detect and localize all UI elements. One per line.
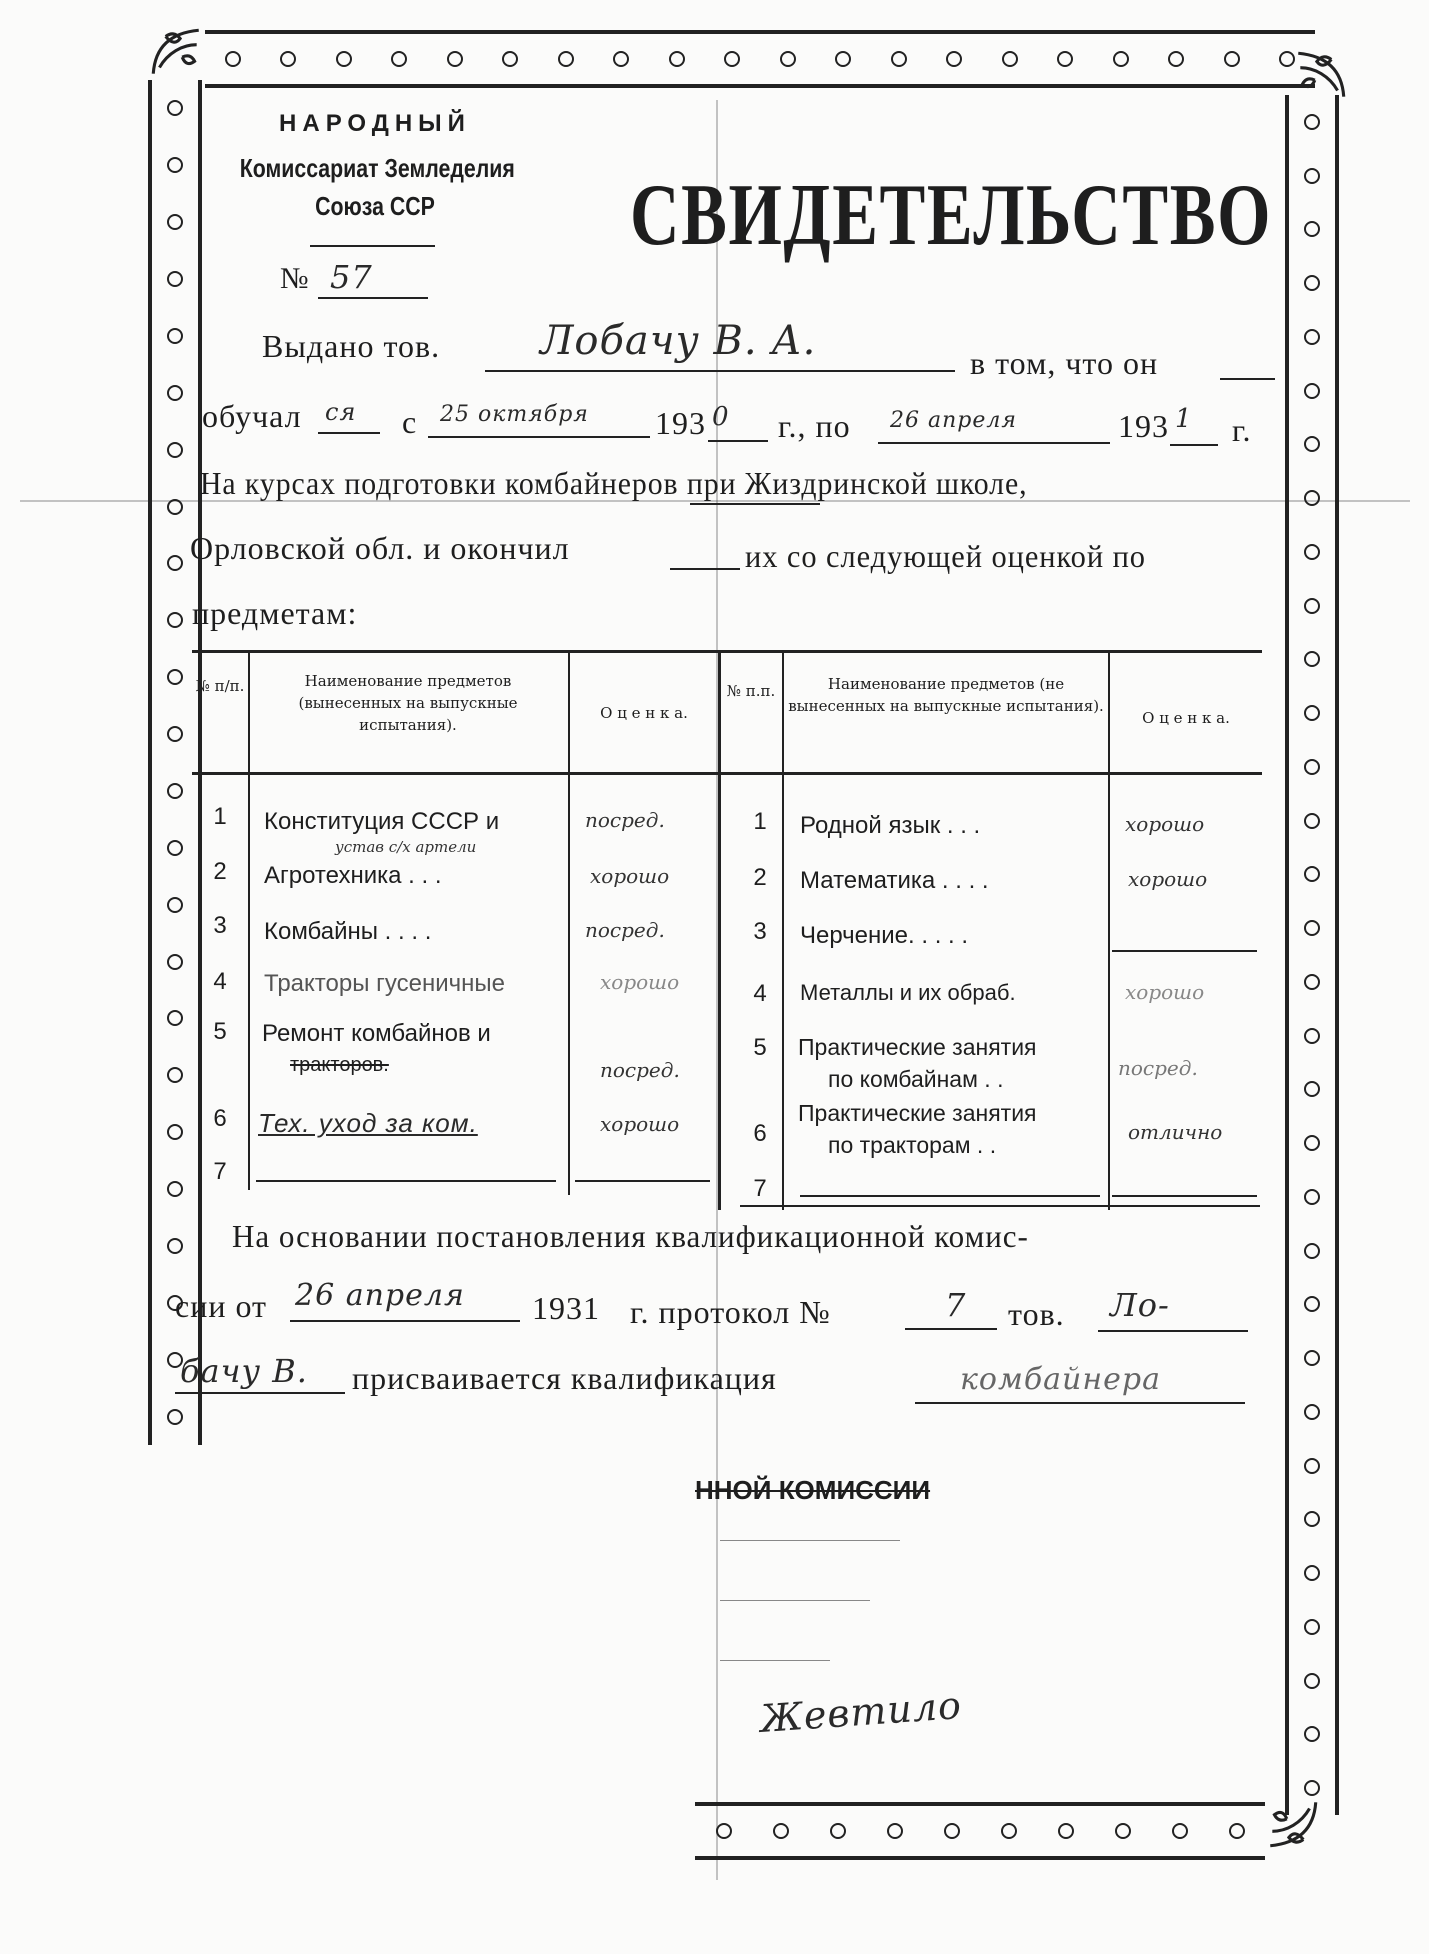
col-divider-5 (1108, 650, 1110, 1210)
table-row-grade: посред. (1118, 1056, 1198, 1080)
from-date-underline (428, 436, 650, 438)
table-row-num: 5 (753, 1034, 767, 1061)
table-row-subject: Агротехника . . . (264, 862, 442, 889)
table-row-num: 4 (213, 968, 227, 995)
table-row-num: 3 (213, 912, 227, 939)
protocol-number: 7 (945, 1286, 967, 1324)
name-part1: Ло- (1110, 1286, 1170, 1324)
table-row-num: 1 (213, 803, 227, 830)
top-border-dots (205, 34, 1315, 84)
right-header-grade: О ц е н к а. (1142, 709, 1230, 727)
table-row-subject: Практические занятия (798, 1100, 1037, 1126)
table-row-grade: хорошо (600, 1112, 680, 1136)
table-row-subject: Практические занятия (798, 1034, 1037, 1060)
table-row-num: 7 (753, 1175, 767, 1202)
corner-ornament-top-left-icon (145, 22, 207, 84)
from-date: 25 октября (440, 402, 589, 427)
table-row-num: 4 (753, 980, 767, 1007)
year-end: г. (1232, 412, 1252, 448)
issued-label: Выдано тов. (262, 328, 441, 364)
studied-label: обучал (202, 398, 302, 434)
table-row-note: устав с/х артели (335, 838, 477, 856)
year1-underline (708, 440, 768, 442)
right-header-name: Наименование предметов (не вынесенных на выпускные испытания). (788, 675, 1104, 715)
table-row-grade: отлично (1128, 1120, 1223, 1144)
table-row-grade: хорошо (600, 970, 680, 994)
year1-suffix: 0 (712, 402, 730, 432)
page-title: СВИДЕТЕЛЬСТВО (630, 167, 1273, 264)
name-part2: бачу В. (180, 1352, 308, 1390)
table-row-subject: Математика . . . . (800, 867, 989, 894)
year2-prefix: 193 (1118, 408, 1169, 444)
bottom-ornamental-border (695, 1802, 1265, 1860)
table-row-subject: Черчение. . . . . (800, 922, 969, 949)
sion-date: 26 апреля (295, 1278, 465, 1313)
studied-suffix-underline (318, 432, 380, 434)
that-he-underline (1220, 378, 1275, 380)
courses-underline (690, 503, 820, 505)
org-divider (310, 245, 435, 247)
assigned-text: присваивается квалификация (352, 1360, 777, 1396)
org-name-line2: Комиссариат Земледелия (239, 153, 515, 183)
corner-ornament-bottom-right-icon (1262, 1792, 1324, 1854)
protocol-underline (905, 1328, 997, 1330)
table-row-empty-grade (575, 1180, 710, 1182)
col-divider-1 (248, 650, 250, 1190)
that-he-text: в том, что он (970, 345, 1159, 381)
name-part2-underline (175, 1392, 345, 1394)
table-row-grade: посред. (585, 918, 665, 942)
left-header-name: Наименование предметов (вынесенных на выпускные испытания). (298, 672, 518, 734)
sion-date-underline (290, 1320, 520, 1322)
region-underline (670, 568, 740, 570)
commission-signature: Жевтило (758, 1683, 964, 1741)
table-row-grade: хорошо (1125, 980, 1205, 1004)
col-divider-3 (718, 650, 721, 1210)
signature-line-1 (720, 1540, 900, 1541)
table-row-grade: хорошо (590, 864, 670, 888)
table-row-subject: Металлы и их обраб. (800, 980, 1016, 1005)
table-row-num: 1 (753, 808, 767, 835)
table-row-num: 2 (213, 858, 227, 885)
table-header-rule (192, 772, 1262, 775)
table-row-grade: хорошо (1125, 812, 1205, 836)
table-row-subject: Ремонт комбайнов и (262, 1020, 491, 1047)
to-label: г., по (778, 408, 851, 444)
year1-prefix: 193 (655, 405, 706, 441)
corner-ornament-top-right-icon (1290, 45, 1352, 107)
subjects-line: предметам: (192, 595, 358, 631)
region-line: Орловской обл. и окончил (190, 530, 570, 566)
col-divider-2 (568, 650, 570, 1195)
top-ornamental-border (205, 30, 1315, 88)
issued-name-underline (485, 370, 955, 372)
to-date: 26 апреля (890, 408, 1017, 433)
table-row-empty-grade (1112, 950, 1257, 952)
table-row-empty-line (800, 1195, 1100, 1197)
sion-protocol: г. протокол № (630, 1294, 831, 1330)
table-row-subject: Конституция СССР и (264, 808, 500, 835)
year2-underline (1170, 444, 1218, 446)
table-row-grade: хорошо (1128, 867, 1208, 891)
table-row-grade: посред. (600, 1058, 680, 1082)
table-top-rule (192, 650, 1262, 653)
certificate-number-label: № (280, 262, 310, 295)
sion-prefix: сии от (175, 1288, 268, 1324)
region-tail: их со следующей оценкой по (745, 538, 1146, 574)
issued-name: Лобачу В. А. (540, 318, 817, 364)
left-ornamental-border (148, 80, 202, 1445)
from-label: с (402, 404, 418, 440)
courses-line: На курсах подготовки комбайнеров при Жиздринской школе, (200, 465, 1028, 501)
certificate-number-underline (318, 297, 428, 299)
table-row-subject-cont: по комбайнам . . (828, 1066, 1004, 1092)
table-row-empty-grade (1112, 1195, 1257, 1197)
org-name-line1: НАРОДНЫЙ (279, 110, 471, 137)
table-row-num: 7 (213, 1158, 227, 1185)
qualification-value: комбайнера (960, 1362, 1161, 1397)
table-row-subject-cont: по тракторам . . (828, 1132, 997, 1158)
right-header-num: № п.п. (726, 682, 776, 700)
table-row-subject: Родной язык . . . (800, 812, 981, 839)
left-header-num: № п/п. (195, 677, 245, 695)
table-row-subject-cont: тракторов. (290, 1054, 389, 1076)
studied-suffix: ся (325, 398, 357, 426)
to-date-underline (878, 442, 1110, 444)
qualification-underline (915, 1402, 1245, 1404)
table-row-subject: Тех. уход за ком. (258, 1108, 478, 1138)
table-row-subject: Тракторы гусеничные (264, 970, 505, 997)
signature-line-3 (720, 1660, 830, 1661)
basis-line: На основании постановления квалификационной комис- (232, 1218, 1029, 1254)
certificate-number-value: 57 (330, 258, 373, 296)
tov-label: тов. (1008, 1296, 1065, 1332)
name-part1-underline (1098, 1330, 1248, 1332)
table-row-subject: Комбайны . . . . (264, 918, 432, 945)
col-divider-4 (782, 650, 784, 1210)
commission-label: ННОЙ КОМИССИИ (695, 1475, 931, 1505)
table-row-num: 3 (753, 918, 767, 945)
table-row-num: 2 (753, 864, 767, 891)
table-row-empty-line (256, 1180, 556, 1182)
signature-line-2 (720, 1600, 870, 1601)
year2-suffix: 1 (1175, 404, 1193, 434)
sion-year: 1931 (532, 1290, 600, 1326)
table-row-num: 6 (213, 1105, 227, 1132)
org-name-line3: Союза ССР (315, 191, 435, 221)
table-bottom-rule (740, 1205, 1260, 1207)
table-row-grade: посред. (585, 808, 665, 832)
right-ornamental-border (1285, 95, 1339, 1815)
table-row-num: 6 (753, 1120, 767, 1147)
table-row-num: 5 (213, 1018, 227, 1045)
left-header-grade: О ц е н к а. (600, 704, 688, 722)
